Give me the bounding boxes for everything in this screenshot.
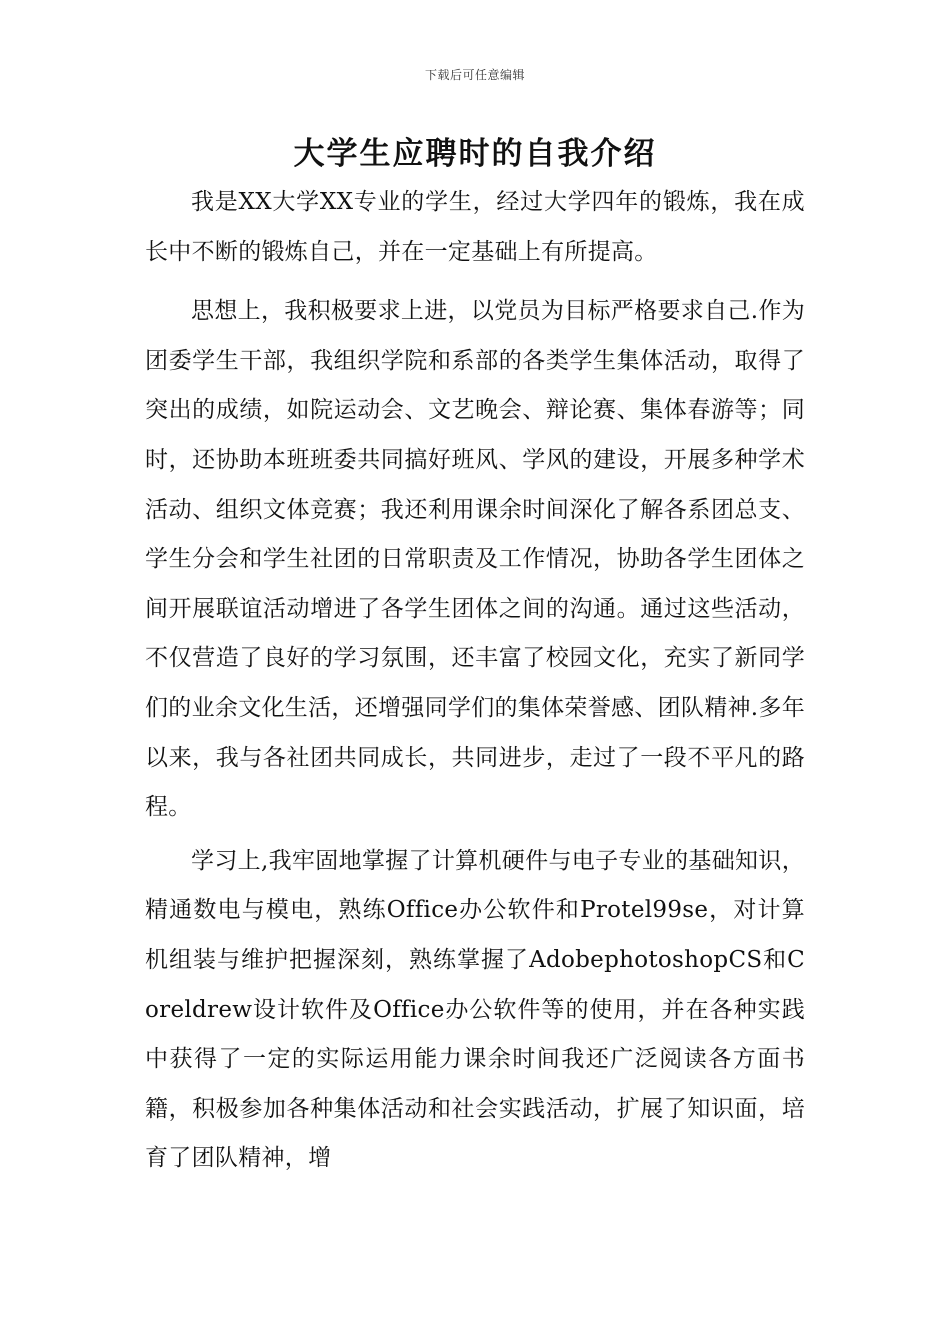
document-title: 大学生应聘时的自我介绍 [293,136,657,172]
paragraph-study: 学习上,我牢固地掌握了计算机硬件与电子专业的基础知识，精通数电与模电，熟练Office办公软件和Protel99se，对计算机组装与维护把握深刻，熟练掌握了AdobephotoshopCS和Coreldrew设计软件及Office办公软件等的使用，并在各种实践中获得了一定的实际运用能力课余时间我还广泛阅读各方面书籍，积极参加各种集体活动和社会实践活动，扩展了知识面，培育了团队精神，增 [145,847,805,1172]
paragraph-intro: 我是XX大学XX专业的学生，经过大学四年的锻炼，我在成长中不断的锻炼自己，并在一定基础上有所提高。 [145,189,805,265]
paragraph-ideology: 思想上，我积极要求上进，以党员为目标严格要求自己.作为团委学生干部，我组织学院和系部的各类学生集体活动，取得了突出的成绩，如院运动会、文艺晚会、辩论赛、集体春游等；同时，还协助本班班委共同搞好班风、学风的建设，开展多种学术活动、组织文体竞赛；我还利用课余时间深化了解各系团总支、学生分会和学生社团的日常职责及工作情况，协助各学生团体之间开展联谊活动增进了各学生团体之间的沟通。通过这些活动，不仅营造了良好的学习氛围，还丰富了校园文化，充实了新同学们的业余文化生活，还增强同学们的集体荣誉感、团队精神.多年以来，我与各社团共同成长，共同进步，走过了一段不平凡的路程。 [145,298,806,821]
document-body [145,178,805,1184]
header-note: 下载后可任意编辑 [424,68,525,82]
